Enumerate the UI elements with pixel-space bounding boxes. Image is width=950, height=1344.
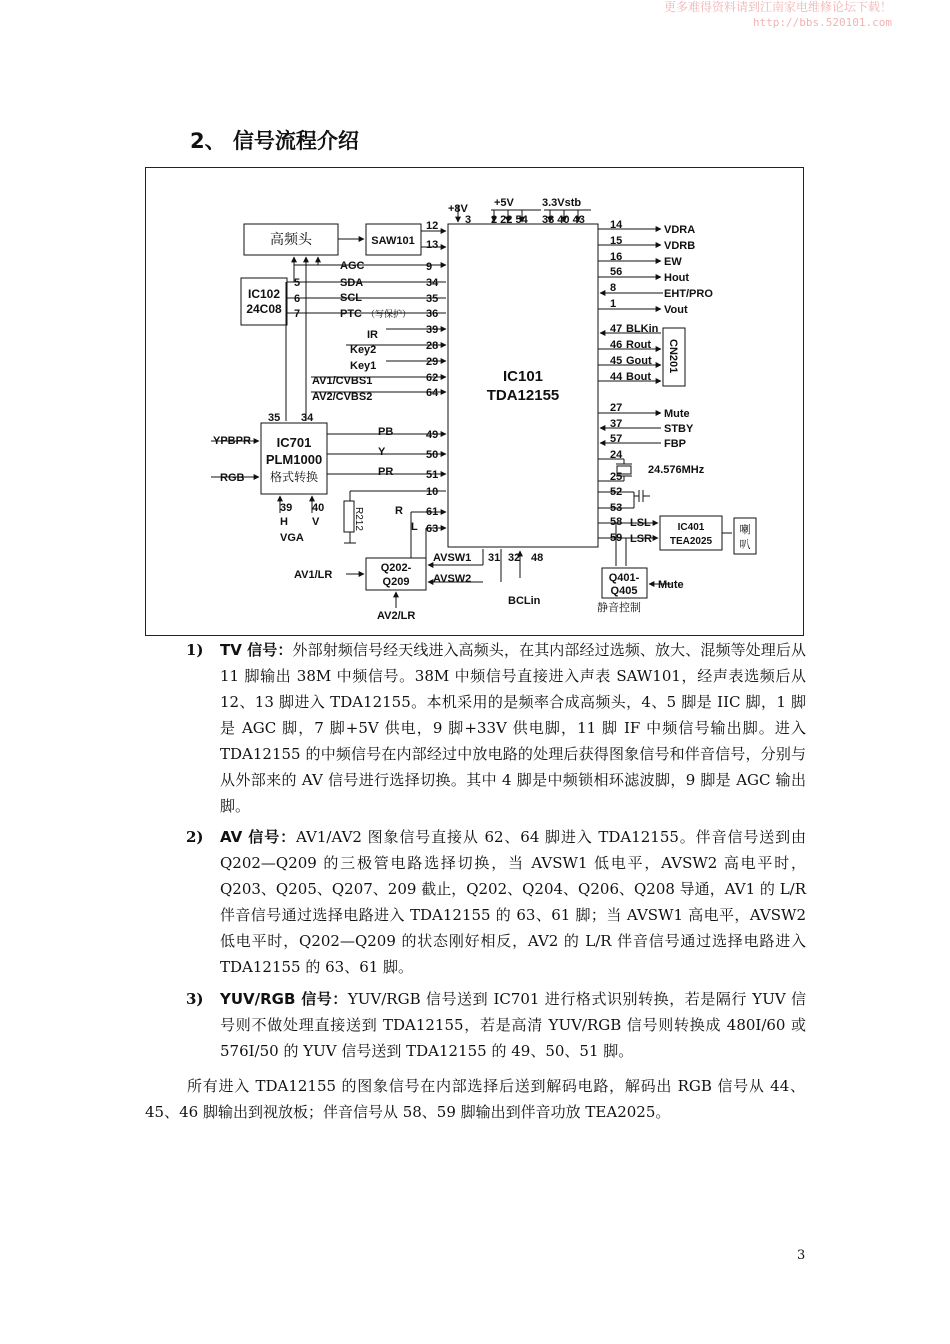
converter-pin-34: 34	[301, 412, 314, 424]
pin-29: 29	[426, 356, 439, 368]
label-gout: Gout	[626, 355, 652, 367]
label-av2-cvbs2: AV2/CVBS2	[312, 391, 373, 403]
label-eht-pro: EHT/PRO	[664, 288, 713, 300]
label-vdrb: VDRB	[664, 240, 696, 252]
vga-v: V	[312, 516, 320, 528]
supply-5v-pins: 2 22 54	[491, 214, 528, 226]
pin-53: 53	[610, 502, 623, 514]
pin-10: 10	[426, 486, 439, 498]
pin-64: 64	[426, 387, 439, 399]
pin-49: 49	[426, 429, 439, 441]
supply-5v: +5V	[494, 197, 514, 209]
label-avsw1: AVSW1	[433, 552, 472, 564]
label-mute-in: Mute	[658, 579, 684, 591]
pin-15: 15	[610, 235, 623, 247]
resistor-r212	[344, 501, 354, 532]
item-title: AV 信号：	[220, 828, 296, 846]
switch-label-2: Q209	[382, 576, 410, 588]
label-ptc: PTC	[340, 308, 362, 320]
vga-label: VGA	[280, 532, 304, 544]
pin-52: 52	[610, 486, 623, 498]
pin-47: 47	[610, 323, 623, 335]
vga-h: H	[280, 516, 288, 528]
pin-44: 44	[610, 371, 623, 383]
watermark-url: http://bbs.520101.com	[752, 16, 892, 29]
pin-39: 39	[426, 324, 439, 336]
eeprom-label-1: IC102	[247, 287, 281, 301]
converter-label-1: IC701	[276, 435, 312, 450]
list-item-av	[186, 824, 806, 980]
label-bout: Bout	[626, 371, 652, 383]
pin-34: 34	[426, 277, 439, 289]
pin-1: 1	[610, 298, 617, 310]
label-rout: Rout	[626, 339, 652, 351]
pin-48: 48	[531, 552, 544, 564]
mute-caption: 静音控制	[597, 601, 641, 614]
label-l: L	[411, 521, 418, 533]
label-mute-out: Mute	[664, 408, 690, 420]
eeprom-label-2: 24C08	[246, 302, 282, 316]
page-number: 3	[797, 1248, 806, 1263]
item-number: 3)	[186, 990, 204, 1008]
main-ic-block	[448, 224, 598, 547]
cn201-label: CN201	[667, 339, 679, 374]
eeprom-pin-6: 6	[294, 293, 301, 305]
pin-14: 14	[610, 219, 623, 231]
eeprom-pin-7: 7	[294, 308, 301, 320]
pin-46: 46	[610, 339, 623, 351]
pin-27: 27	[610, 402, 623, 414]
pin-13: 13	[426, 239, 439, 251]
watermark	[664, 0, 892, 30]
supply-33v: 3.3Vstb	[542, 197, 582, 209]
pin-63: 63	[426, 523, 439, 535]
ptc-note: （写保护）	[366, 310, 412, 320]
label-hout: Hout	[664, 272, 690, 284]
pin-35: 35	[426, 293, 439, 305]
item-number: 1)	[186, 641, 204, 659]
label-key1: Key1	[350, 360, 377, 372]
item-text: AV1/AV2 图象信号直接从 62、64 脚进入 TDA12155。伴音信号送到由 Q202—Q209 的三极管电路选择切换，当 AVSW1 低电平，AVSW2 高电平时，Q203、Q205、Q207、209 截止，Q202、Q204、Q206、Q208 导通，AV1 的 L/R 伴音信号通过选择电路进入 TDA12155 的 63、61 脚；当 AVSW1 高电平，AVSW2 低电平时，Q202—Q209 的状态刚好相反，AV2 的 L/R 伴音信号通过选择电路进入 TDA12155 的 63、61 脚。	[220, 828, 806, 976]
label-fbp: FBP	[664, 438, 686, 450]
item-text: YUV/RGB 信号送到 IC701 进行格式识别转换，若是隔行 YUV 信号则不做处理直接送到 TDA12155，若是高清 YUV/RGB 信号则转换成 480I/60 或 576I/50 的 YUV 信号送到 TDA12155 的 49、50、51 脚。	[220, 990, 806, 1060]
label-lsl: LSL	[630, 517, 651, 529]
label-pb: PB	[378, 426, 394, 438]
item-title: TV 信号：	[220, 641, 293, 659]
saw-label: SAW101	[371, 235, 415, 247]
pin-16: 16	[610, 251, 623, 263]
speaker-label-1: 喇	[739, 523, 751, 536]
vga-pin-40: 40	[312, 502, 325, 514]
pin-45: 45	[610, 355, 623, 367]
converter-label-3: 格式转换	[269, 470, 319, 484]
vga-pin-39: 39	[280, 502, 293, 514]
label-avsw2: AVSW2	[433, 573, 472, 585]
pin-32: 32	[508, 552, 521, 564]
pin-58: 58	[610, 516, 623, 528]
pin-62: 62	[426, 372, 439, 384]
section-heading: 2、 信号流程介绍	[190, 129, 359, 153]
label-r: R	[395, 505, 403, 517]
item-number: 2)	[186, 828, 204, 846]
label-key2: Key2	[350, 344, 377, 356]
main-ic-label-2: TDA12155	[486, 387, 560, 404]
mute-block-label-2: Q405	[610, 585, 638, 597]
converter-label-2: PLM1000	[265, 452, 323, 467]
label-av2-lr: AV2/LR	[377, 610, 416, 622]
supply-8v-pin: 3	[465, 214, 472, 226]
eeprom-pin-5: 5	[294, 277, 301, 289]
pin-24: 24	[610, 449, 623, 461]
amp-label-1: IC401	[677, 522, 705, 533]
list-item-tv	[186, 637, 806, 819]
pin-12: 12	[426, 220, 439, 232]
item-text: 外部射频信号经天线进入高频头，在其内部经过选频、放大、混频等处理后从 11 脚输出 38M 中频信号。38M 中频信号直接进入声表 SAW101，经声表选频后从 12、13 脚进入 TDA12155。本机采用的是频率合成高频头，4、5 脚是 IIC 脚，1 脚是 AGC 脚，7 脚+5V 供电，9 脚+33V 供电脚，11 脚 IF 中频信号输出脚。进入 TDA12155 的中频信号在内部经过中放电路的处理后获得图象信号和伴音信号，分别与从外部来的 AV 信号进行选择切换。其中 4 脚是中频锁相环滤波脚，9 脚是 AGC 输出脚。	[220, 641, 806, 815]
input-ypbpr: YPBPR	[213, 435, 251, 447]
supply-8v: +8V	[448, 203, 468, 215]
label-lsr: LSR	[630, 533, 652, 545]
label-scl: SCL	[340, 292, 362, 304]
switch-label-1: Q202-	[380, 562, 412, 574]
summary-paragraph: 所有进入 TDA12155 的图象信号在内部选择后送到解码电路，解码出 RGB 信号从 44、45、46 脚输出到视放板；伴音信号从 58、59 脚输出到伴音功放 TEA2025。	[145, 1077, 805, 1121]
main-ic-label-1: IC101	[502, 368, 544, 385]
pin-61: 61	[426, 506, 439, 518]
pin-31: 31	[488, 552, 501, 564]
pin-36: 36	[426, 308, 439, 320]
pin-25: 25	[610, 471, 623, 483]
converter-pin-35: 35	[268, 412, 281, 424]
pin-37: 37	[610, 418, 623, 430]
list-item-yuv-rgb	[186, 986, 806, 1064]
label-blkin: BLKin	[626, 323, 659, 335]
crystal-freq: 24.576MHz	[648, 464, 705, 476]
pin-8: 8	[610, 282, 617, 294]
item-title: YUV/RGB 信号：	[220, 990, 348, 1008]
label-vout: Vout	[664, 304, 688, 316]
label-av1-cvbs1: AV1/CVBS1	[312, 375, 373, 387]
pin-50: 50	[426, 449, 439, 461]
pin-51: 51	[426, 469, 439, 481]
signal-flow-diagram	[145, 167, 804, 636]
label-av1-lr: AV1/LR	[294, 569, 333, 581]
input-rgb: RGB	[220, 472, 245, 484]
label-pr: PR	[378, 466, 394, 478]
tuner-label: 高频头	[270, 232, 312, 248]
label-agc: AGC	[340, 260, 365, 272]
label-y: Y	[378, 446, 386, 458]
resistor-label: R212	[353, 507, 364, 531]
pin-9: 9	[426, 261, 433, 273]
speaker-label-2: 叭	[739, 538, 751, 551]
amp-label-2: TEA2025	[669, 536, 713, 547]
pin-28: 28	[426, 340, 439, 352]
label-ew: EW	[664, 256, 682, 268]
label-bclin: BCLin	[508, 595, 541, 607]
pin-57: 57	[610, 433, 623, 445]
label-sda: SDA	[340, 277, 364, 289]
label-vdra: VDRA	[664, 224, 696, 236]
mute-block-label-1: Q401-	[608, 572, 640, 584]
label-stby: STBY	[664, 423, 694, 435]
label-ir: IR	[367, 329, 378, 341]
watermark-text: 更多难得资料请到江南家电维修论坛下载！	[663, 0, 892, 14]
pin-56: 56	[610, 266, 623, 278]
pin-59: 59	[610, 532, 623, 544]
supply-33v-pins: 33 40 43	[542, 214, 585, 226]
